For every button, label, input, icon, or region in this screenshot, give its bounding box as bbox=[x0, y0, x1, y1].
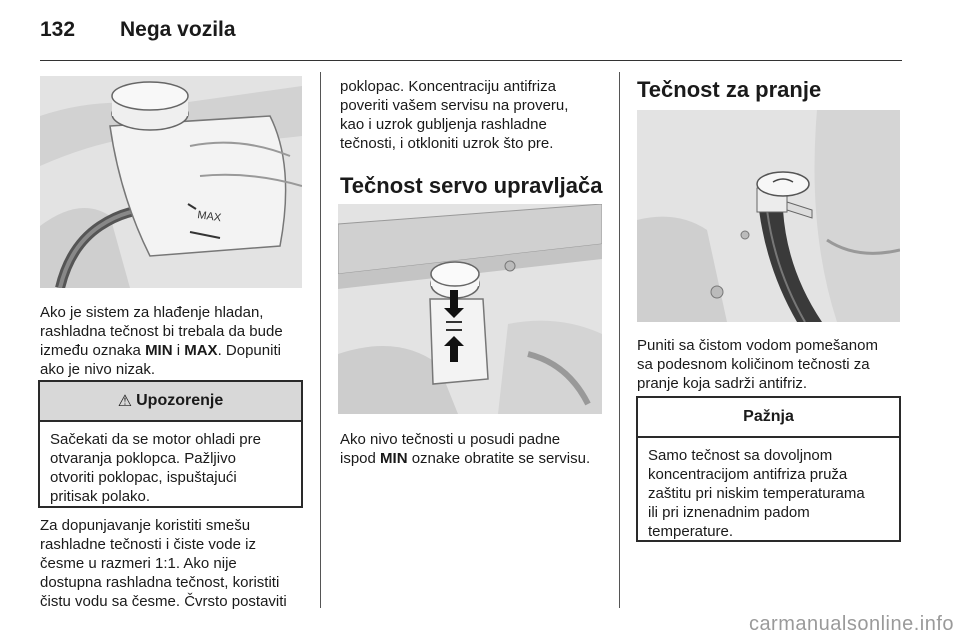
text-line: poklopac. Koncentraciju antifriza bbox=[340, 78, 556, 95]
text-line: pranje koja sadrži antifriz. bbox=[637, 375, 808, 392]
warning-box-body bbox=[40, 422, 301, 506]
text-line: Za dopunjavanje koristiti smešu bbox=[40, 517, 251, 534]
watermark[interactable]: carmanualsonline.info bbox=[748, 613, 954, 635]
servo-section-heading: Tečnost servo upravljača bbox=[340, 173, 603, 198]
servo-reservoir-illustration bbox=[338, 204, 602, 414]
text-line: između oznaka bbox=[40, 342, 146, 359]
text-line: otvaranja poklopca. Pažljivo bbox=[50, 450, 236, 467]
text-line: dostupna rashladna tečnost, koristiti bbox=[40, 574, 280, 591]
min-term: MIN bbox=[145, 342, 173, 359]
coolant-reservoir-illustration bbox=[40, 76, 302, 288]
notice-box-body bbox=[638, 438, 899, 541]
coolant-reservoir-drawing bbox=[40, 76, 302, 288]
warning-triangle-icon: ⚠ bbox=[117, 393, 133, 410]
coolant-paragraph-1 bbox=[40, 303, 315, 379]
text-line: koncentracijom antifriza pruža bbox=[648, 466, 848, 483]
continued-paragraph bbox=[340, 77, 610, 153]
text-line: poveriti vašem servisu na proveru, bbox=[340, 97, 569, 114]
servo-paragraph bbox=[340, 430, 615, 468]
text-fragment: . Dopuniti bbox=[217, 342, 281, 359]
text-fragment: ispod bbox=[340, 450, 381, 467]
washer-reservoir-drawing bbox=[637, 110, 900, 322]
text-line: zaštitu pri niskim temperaturama bbox=[648, 485, 865, 502]
text-line: čistu vodu sa česme. Čvrsto postaviti bbox=[40, 593, 287, 610]
column-separator-1 bbox=[320, 72, 321, 608]
servo-reservoir-drawing bbox=[338, 204, 602, 414]
text-line: rashladne tečnosti i čiste vode iz bbox=[40, 536, 256, 553]
notice-box-header bbox=[638, 398, 899, 438]
notice-box-title: Pažnja bbox=[743, 408, 794, 425]
text-line: Ako je sistem za hlađenje hladan, bbox=[40, 304, 264, 321]
text-line: Samo tečnost sa dovoljnom bbox=[648, 447, 833, 464]
coolant-paragraph-2 bbox=[40, 516, 318, 611]
text-line: česme u razmeri 1:1. Ako nije bbox=[40, 555, 237, 572]
text-line: ili pri iznenadnim padom bbox=[648, 504, 810, 521]
text-line: pritisak polako. bbox=[50, 488, 151, 505]
text-fragment: oznake obratite se servisu. bbox=[407, 450, 591, 467]
warning-box-header bbox=[40, 382, 301, 422]
text-fragment: i bbox=[172, 342, 185, 359]
text-line: ako je nivo nizak. bbox=[40, 361, 156, 378]
text-line: kao i uzrok gubljenja rashladne bbox=[340, 116, 547, 133]
page-header bbox=[40, 18, 900, 48]
washer-reservoir-illustration bbox=[637, 110, 900, 322]
header-rule bbox=[40, 60, 902, 61]
text-line: Sačekati da se motor ohladi pre bbox=[50, 431, 261, 448]
text-line: rashladna tečnost bi trebala da bude bbox=[40, 323, 283, 340]
washer-paragraph bbox=[637, 336, 912, 393]
page-number: 132 bbox=[40, 18, 76, 41]
text-line: Ako nivo tečnosti u posudi padne bbox=[340, 431, 561, 448]
warning-box bbox=[38, 380, 303, 508]
chapter-title: Nega vozila bbox=[120, 18, 236, 41]
text-line: temperature. bbox=[648, 523, 734, 540]
text-line: sa podesnom količinom tečnosti za bbox=[637, 356, 870, 373]
text-line: otvoriti poklopac, ispuštajući bbox=[50, 469, 237, 486]
warning-box-title: Upozorenje bbox=[136, 392, 224, 409]
max-mark-label: MAX bbox=[196, 209, 222, 225]
max-term: MAX bbox=[184, 342, 218, 359]
text-line: tečnosti, i otkloniti uzrok što pre. bbox=[340, 135, 554, 152]
washer-section-heading: Tečnost za pranje bbox=[637, 77, 822, 102]
column-separator-2 bbox=[619, 72, 620, 608]
text-line: Puniti sa čistom vodom pomešanom bbox=[637, 337, 878, 354]
min-term: MIN bbox=[380, 450, 408, 467]
notice-box bbox=[636, 396, 901, 542]
